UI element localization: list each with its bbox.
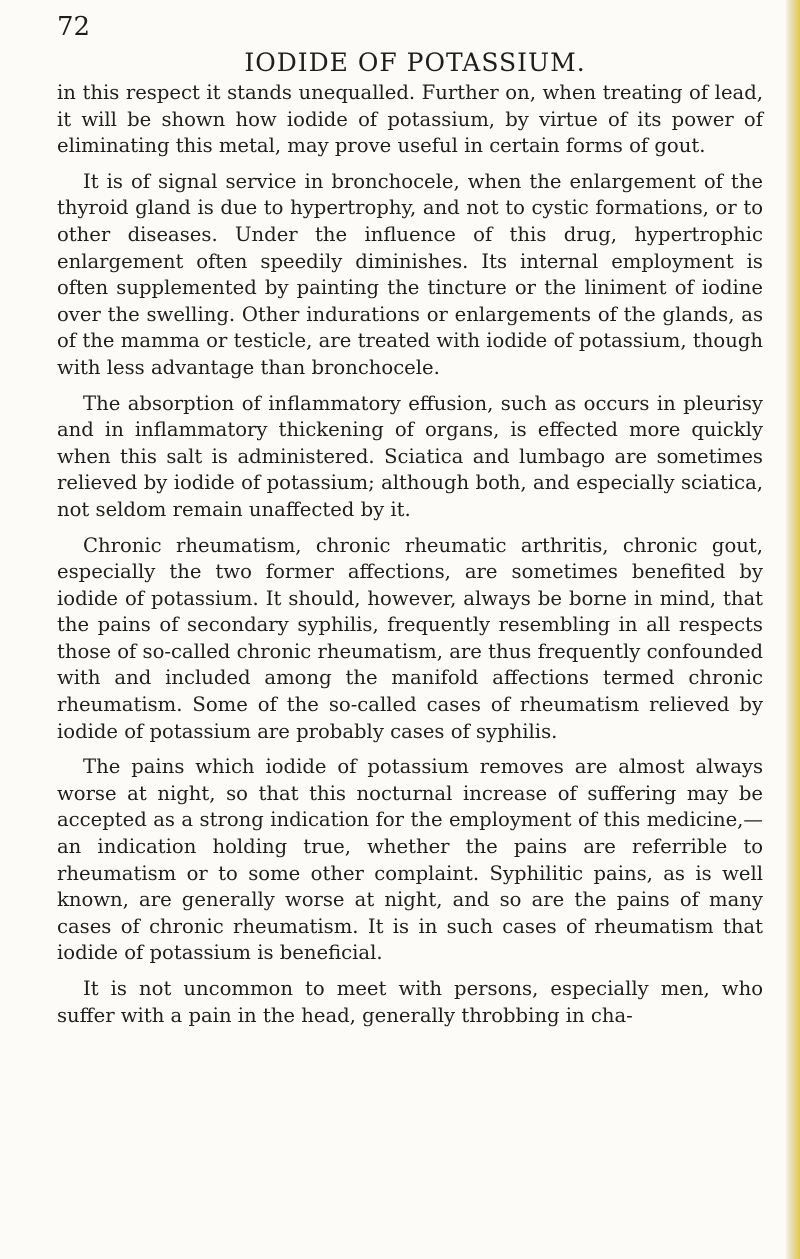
paragraph: in this respect it stands unequalled. Further on, when treating of lead, it will be shown how iodide of potassium, by virtue of its power of eliminating this metal, may prove useful in certain forms of gout. — [57, 81, 763, 158]
running-head: IODIDE OF POTASSIUM. — [244, 48, 586, 77]
paragraph: Chronic rheumatism, chronic rheumatic arthritis, chronic gout, especially the two former affections, are sometimes benefited by iodide of potassium. It should, however, always be borne in mind, that the pains of secondary syphilis, frequently resembling in all respects those of so-called chronic rheumatism, are thus frequently confounded with and included among the manifold affections termed chronic rheumatism. Some of the so-called cases of rheumatism relieved by iodide of potassium are probably cases of syphilis. — [57, 533, 763, 743]
page-edge — [786, 0, 800, 1259]
paragraph: The pains which iodide of potassium removes are almost always worse at night, so that this nocturnal increase of suffering may be accepted as a strong indication for the employment of this medicine,—an indication holding true, whether the pains are referrible to rheumatism or to some other complaint. Syphilitic pains, as is well known, are generally worse at night, and so are the pains of many cases of chronic rheumatism. It is in such cases of rheumatism that iodide of potassium is beneficial. — [57, 755, 763, 965]
page-number: 72 — [57, 12, 91, 42]
paragraph: It is of signal service in bronchocele, when the enlargement of the thyroid gland is due to hypertrophy, and not to cystic formations, or to other diseases. Under the influence of this drug, hypertrophic enlargement often speedily diminishes. Its internal employment is often supplemented by painting the tincture or the liniment of iodine over the swelling. Other indurations or enlargements of the glands, as of the mamma or testicle, are treated with iodide of potassium, though with less advantage than bronchocele. — [57, 169, 763, 379]
paragraph: The absorption of inflammatory effusion, such as occurs in pleurisy and in inflammatory thickening of organs, is effected more quickly when this salt is administered. Sciatica and lumbago are sometimes relieved by iodide of potassium; although both, and especially sciatica, not seldom remain unaffected by it. — [57, 391, 763, 521]
body-text — [57, 80, 763, 1038]
paragraph: It is not uncommon to meet with persons, especially men, who suffer with a pain in the head, generally throbbing in cha- — [57, 977, 763, 1027]
